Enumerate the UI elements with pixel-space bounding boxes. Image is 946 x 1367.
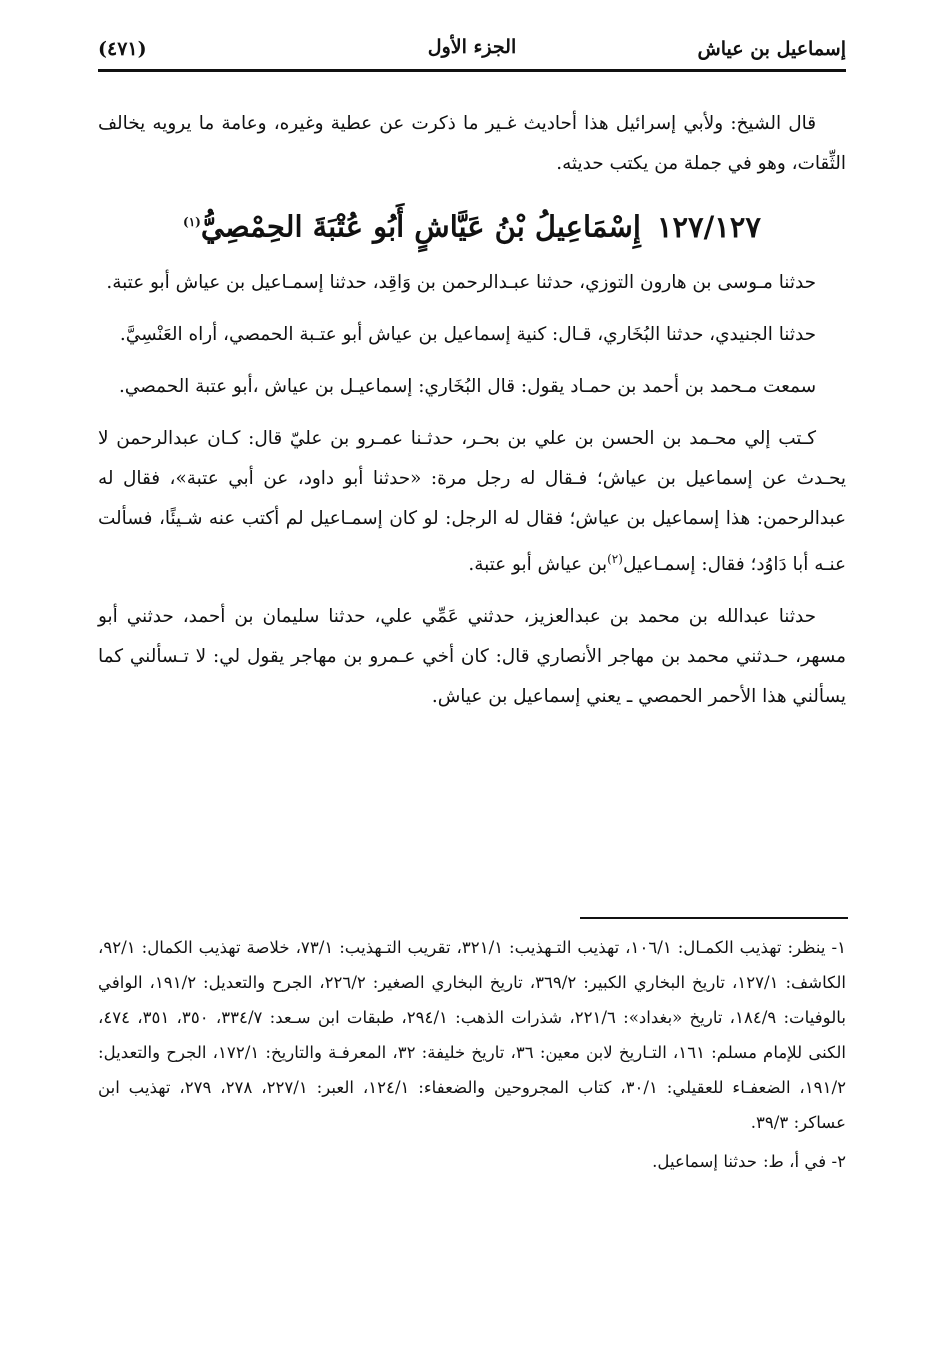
- intro-paragraph: قال الشيخ: ولأبي إسرائيل هذا أحاديث غـير ما ذكرت عن عطية وغيره، وعامة ما يرويه يخالف الثِّقات، وهو في جملة من يكتب حديثه.: [98, 113, 846, 174]
- paragraph-3: سمعت مـحمد بن أحمد بن حمـاد يقول: قال البُخَاري: إسماعيـل بن عياش ،أبو عتبة الحمصي.: [118, 375, 816, 397]
- volume-title: الجزء الأول: [427, 36, 517, 58]
- paragraph-1: حدثنا مـوسى بن هارون التوزي، حدثنا عبـدالرحمن بن وَاقِد، حدثنا إسمـاعيل بن عياش أبو عتبة.: [106, 271, 816, 293]
- main-text: [98, 104, 846, 729]
- running-title: إسماعيل بن عياش: [697, 38, 846, 60]
- footnote-1-text: تهذيب الكمـال: ١٠٦/١، تهذيب التـهذيب: ٣٢١/١، تقريب التـهذيب: ٧٣/١، خلاصة تهذيب الكمال: ٩٢/١، الكاشف: ١٢٧/١، تاريخ البخاري الكبير: ٣٦٩/٢، تاريخ البخاري الصغير: ٢٢٦/٢، الجرح والتعديل: ١٩١/٢، الوافي بالوفيات: ١٨٤/٩، تاريخ «بغداد»: ٢٢١/٦، شذرات الذهب: ٢٩٤/١، طبقات ابن سـعد: ٣٣٤/٧، ٣٥٠، ٣٥١، ٤٧٤، الكنى للإمام مسلم: ١٦١، التـاريخ لابن معين: ٣٦، تاريخ خليفة: ٣٢، المعرفـة والتاريخ: ١٧٢/١، الجرح والتعديل: ١٩١/٢، الضعفـاء للعقيلي: ٣٠/١، كتاب المجروحين والضعفاء: ١٢٤/١، العبر: ٢٢٧/١، ٢٧٨، ٢٧٩، تهذيب ابن عساكر: ٣٩/٣.: [98, 938, 847, 1132]
- paragraph-4-end: بن عياش أبو عتبة.: [468, 553, 608, 575]
- footnote-separator: [580, 917, 848, 919]
- footnote-2-text: حدثنا إسماعيل.: [652, 1152, 757, 1171]
- page-header: [98, 30, 846, 72]
- paragraph-4-text: كـتب إلي محـمد بن الحسن بن علي بن بحـر، حدثـنا عمـرو بن عليّ قال: كـان عبدالرحمن لا يحـدث عن إسماعيل بن عياش؛ فـقال له رجل مرة: «حدثنا أبو داود، عن أبي عتبة»، فقال له عبدالرحمن: هذا إسماعيل بن عياش؛ فقال له الرجل: لو كان إسمـاعيل لم أكتب عنه شـيئًا، فسألت عنـه أبا دَاوُد؛ فقال: إسمـاعيل: [98, 427, 846, 575]
- paragraph-5: حدثنا عبدالله بن محمد بن عبدالعزيز، حدثني عَمِّي علي، حدثنا سليمان بن أحمد، حدثني أبو مسهر، حـدثني محمد بن مهاجر الأنصاري قال: كان أخي عـمرو بن مهاجر يقول لي: لا تـسألني كما يسألني هذا الأحمر الحمصي ـ يعني إسماعيل بن عياش.: [98, 605, 846, 707]
- paragraph-4: [98, 419, 846, 585]
- footnote-2: [98, 1144, 846, 1179]
- footnote-1: [98, 930, 846, 1140]
- footnotes: [98, 930, 846, 1179]
- footnote-1-label: ١- ينظر:: [787, 938, 846, 957]
- header-rule: [98, 69, 846, 72]
- footnote-ref-2: (٢): [607, 551, 623, 566]
- footnote-2-label: ٢- في أ، ط:: [762, 1152, 846, 1171]
- entry-title: [98, 196, 846, 253]
- paragraph-2: حدثنا الجنيدي، حدثنا البُخَاري، قـال: كنية إسماعيل بن عياش أبو عتـبة الحمصي، أراه العَنْسِيَّ.: [119, 323, 816, 345]
- footnote-ref-1: (١): [183, 215, 201, 229]
- entry-number: ١٢٧/١٢٧: [656, 209, 761, 244]
- entry-name: إِسْمَاعِيلُ بْنُ عَيَّاشٍ أَبُو عُتْبَةَ الحِمْصِيُّ: [200, 209, 641, 244]
- page-number: (٤٧١): [98, 38, 147, 60]
